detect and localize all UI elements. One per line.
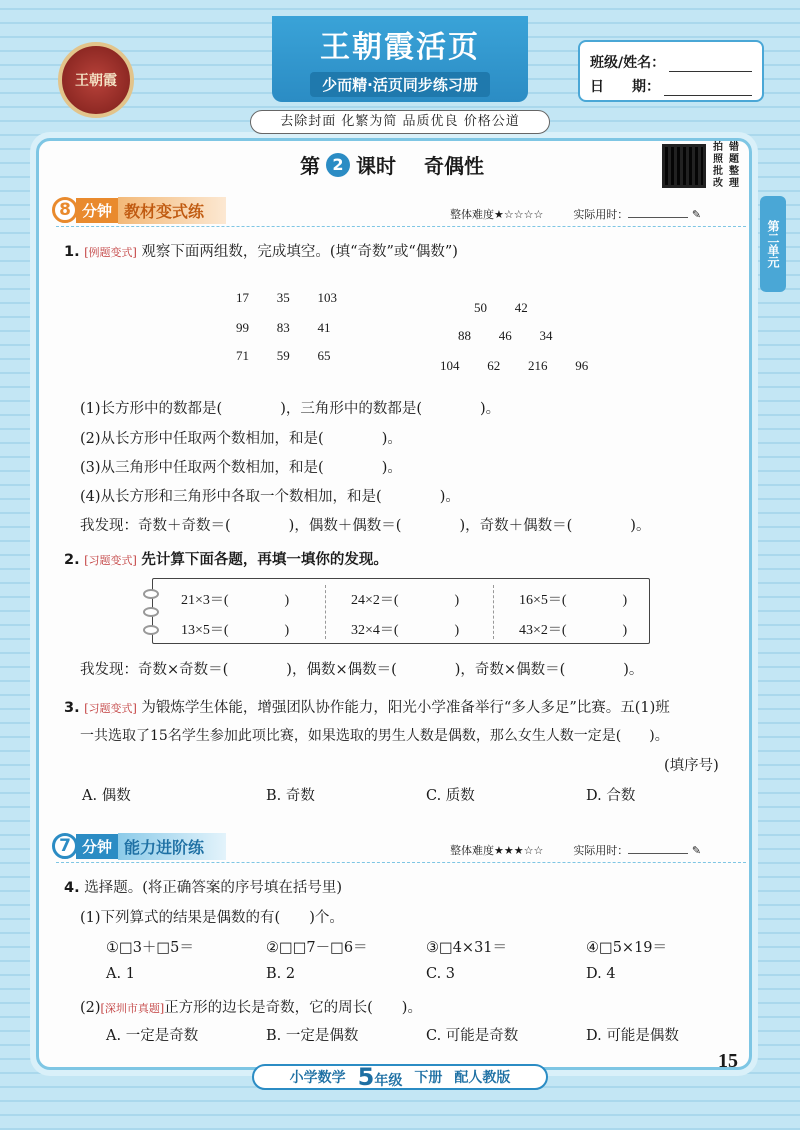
section-1-header [52, 196, 226, 224]
lesson-number: 2 [326, 153, 350, 177]
logo-text: 王朝霞 [75, 73, 117, 89]
q3-option-b: B. 奇数 [266, 788, 315, 804]
section-2-unit: 分钟 [76, 834, 118, 859]
footer-grade: 年级 [374, 1073, 403, 1089]
q4-expr-2: ②□□7－□6＝ [266, 940, 368, 956]
q4-expr-1: ①□3＋□5＝ [106, 940, 194, 956]
tri-row-1: 50 42 [474, 300, 528, 315]
q1-stem: 观察下面两组数，完成填空。(填“奇数”或“偶数”) [141, 244, 458, 260]
section-divider [56, 226, 746, 227]
calc-divider [493, 585, 494, 639]
qr-char: 错 [729, 142, 739, 153]
qr-char: 拍 [713, 142, 723, 153]
section-1-time-field[interactable] [628, 217, 688, 218]
q4-sub2-text: 正方形的边长是奇数，它的周长( )。 [164, 1000, 422, 1016]
q4-sub1-option-a: A. 1 [106, 966, 135, 982]
q3-tag: [习题变式] [84, 702, 137, 715]
q1-finding: 我发现：奇数＋奇数＝( )，偶数＋偶数＝( )，奇数＋偶数＝( )。 [80, 518, 651, 534]
slogan: 去除封面 化繁为简 品质优良 价格公道 [250, 110, 550, 134]
brand-subtitle: 少而精·活页同步练习册 [310, 72, 490, 97]
q4-number: 4. [64, 880, 80, 896]
calc-item: 43×2＝( ) [519, 623, 628, 638]
binder-ring-icon [143, 589, 159, 599]
qr-code-icon[interactable] [662, 144, 706, 188]
q4-expr-4: ④□5×19＝ [586, 940, 668, 956]
q1-stem-line [64, 240, 458, 261]
qr-char: 题 [729, 154, 739, 165]
q4-sub2-option-b: B. 一定是偶数 [266, 1028, 359, 1044]
qr-char: 整 [729, 166, 739, 177]
q3-hint: (填序号) [664, 758, 719, 774]
q2-stem-line [64, 548, 388, 569]
date-label: 日 期： [590, 79, 660, 95]
q3-option-a: A. 偶数 [82, 788, 131, 804]
footer-volume: 下册 [414, 1070, 443, 1086]
section-1-unit: 分钟 [76, 198, 118, 223]
q1-sub2: (2)从长方形中任取两个数相加，和是( )。 [80, 431, 402, 447]
qr-char: 改 [713, 178, 723, 189]
section-2-name: 能力进阶练 [118, 833, 226, 860]
lesson-title [300, 150, 484, 179]
section-1-difficulty: 整体难度★☆☆☆☆ [450, 208, 544, 221]
unit-side-tab: 第二单元 [760, 196, 786, 292]
q1-sub4: (4)从长方形和三角形中各取一个数相加，和是( )。 [80, 489, 460, 505]
qr-caption [710, 142, 744, 190]
page-number: 15 [718, 1050, 738, 1072]
q3-option-d: D. 合数 [586, 788, 636, 804]
section-1-name: 教材变式练 [118, 197, 226, 224]
q4-sub2-prefix: (2) [80, 1000, 101, 1016]
footer-edition: 配人教版 [454, 1070, 511, 1086]
section-2-header [52, 832, 226, 860]
rect-row-1: 17 35 103 [236, 290, 337, 305]
lesson-prefix: 第 [300, 154, 320, 178]
tri-row-2: 88 46 34 [458, 328, 553, 343]
q4-expr-3: ③□4×31＝ [426, 940, 508, 956]
section-divider [56, 862, 746, 863]
q4-sub2-option-c: C. 可能是奇数 [426, 1028, 519, 1044]
footer-band [252, 1064, 548, 1090]
q4-sub1: (1)下列算式的结果是偶数的有( )个。 [80, 910, 344, 926]
qr-char: 照 [713, 154, 723, 165]
q1-sub1: (1)长方形中的数都是( )，三角形中的数都是( )。 [80, 401, 501, 417]
q3-option-c: C. 质数 [426, 788, 475, 804]
name-field[interactable] [669, 58, 752, 72]
calc-divider [325, 585, 326, 639]
q4-stem: 选择题。(将正确答案的序号填在括号里) [84, 880, 343, 896]
q4-stem-line [64, 876, 342, 897]
date-field[interactable] [664, 82, 752, 96]
q3-text-1: 为锻炼学生体能，增强团队协作能力，阳光小学准备举行“多人多足”比赛。五(1)班 [141, 700, 670, 716]
footer-grade-number: 5 [357, 1063, 375, 1091]
q2-tag: [习题变式] [84, 554, 137, 567]
q3-line-1 [64, 696, 670, 717]
qr-char: 理 [729, 178, 739, 189]
calc-item: 13×5＝( ) [181, 623, 290, 638]
q2-calc-box [152, 578, 650, 644]
section-2-difficulty: 整体难度★★★☆☆ [450, 844, 544, 857]
lesson-suffix: 课时 [356, 154, 396, 178]
q4-sub2-option-d: D. 可能是偶数 [586, 1028, 679, 1044]
q4-sub1-option-c: C. 3 [426, 966, 456, 982]
pencil-icon: ✎ [691, 844, 702, 857]
section-2-time-field[interactable] [628, 853, 688, 854]
section-1-minutes: 8 [52, 197, 78, 223]
q4-sub1-option-b: B. 2 [266, 966, 296, 982]
calc-item: 21×3＝( ) [181, 593, 290, 608]
q2-finding: 我发现：奇数×奇数＝( )，偶数×偶数＝( )，奇数×偶数＝( )。 [80, 662, 644, 678]
footer-subject: 小学数学 [289, 1070, 346, 1086]
q2-stem: 先计算下面各题，再填一填你的发现。 [141, 552, 388, 568]
section-2-time-label: 实际用时： [573, 844, 629, 857]
lesson-topic: 奇偶性 [424, 154, 484, 178]
brand-logo [58, 42, 134, 118]
binder-ring-icon [143, 607, 159, 617]
section-1-meta [450, 206, 701, 222]
q4-sub1-option-d: D. 4 [586, 966, 616, 982]
header-band [272, 16, 528, 102]
name-label: 班级/姓名： [590, 55, 666, 71]
q4-sub2-line [80, 996, 422, 1017]
q1-number: 1. [64, 244, 80, 260]
pencil-icon: ✎ [691, 208, 702, 221]
section-1-time-label: 实际用时： [573, 208, 629, 221]
name-date-box [578, 40, 764, 102]
brand-title: 王朝霞活页 [320, 30, 480, 65]
calc-item: 16×5＝( ) [519, 593, 628, 608]
q3-number: 3. [64, 700, 80, 716]
calc-item: 24×2＝( ) [351, 593, 460, 608]
q1-tag: [例题变式] [84, 246, 137, 259]
rect-row-3: 71 59 65 [236, 348, 331, 363]
section-2-minutes: 7 [52, 833, 78, 859]
tri-row-3: 104 62 216 96 [440, 358, 589, 373]
qr-char: 批 [713, 166, 723, 177]
calc-item: 32×4＝( ) [351, 623, 460, 638]
q2-number: 2. [64, 552, 80, 568]
q4-sub2-tag: [深圳市真题] [100, 1002, 165, 1015]
q1-sub3: (3)从三角形中任取两个数相加，和是( )。 [80, 460, 402, 476]
section-2-meta [450, 842, 701, 858]
binder-ring-icon [143, 625, 159, 635]
q3-line-2: 一共选取了15名学生参加此项比赛，如果选取的男生人数是偶数，那么女生人数一定是( )。 [80, 728, 669, 744]
q4-sub2-option-a: A. 一定是奇数 [106, 1028, 199, 1044]
rect-row-2: 99 83 41 [236, 320, 331, 335]
